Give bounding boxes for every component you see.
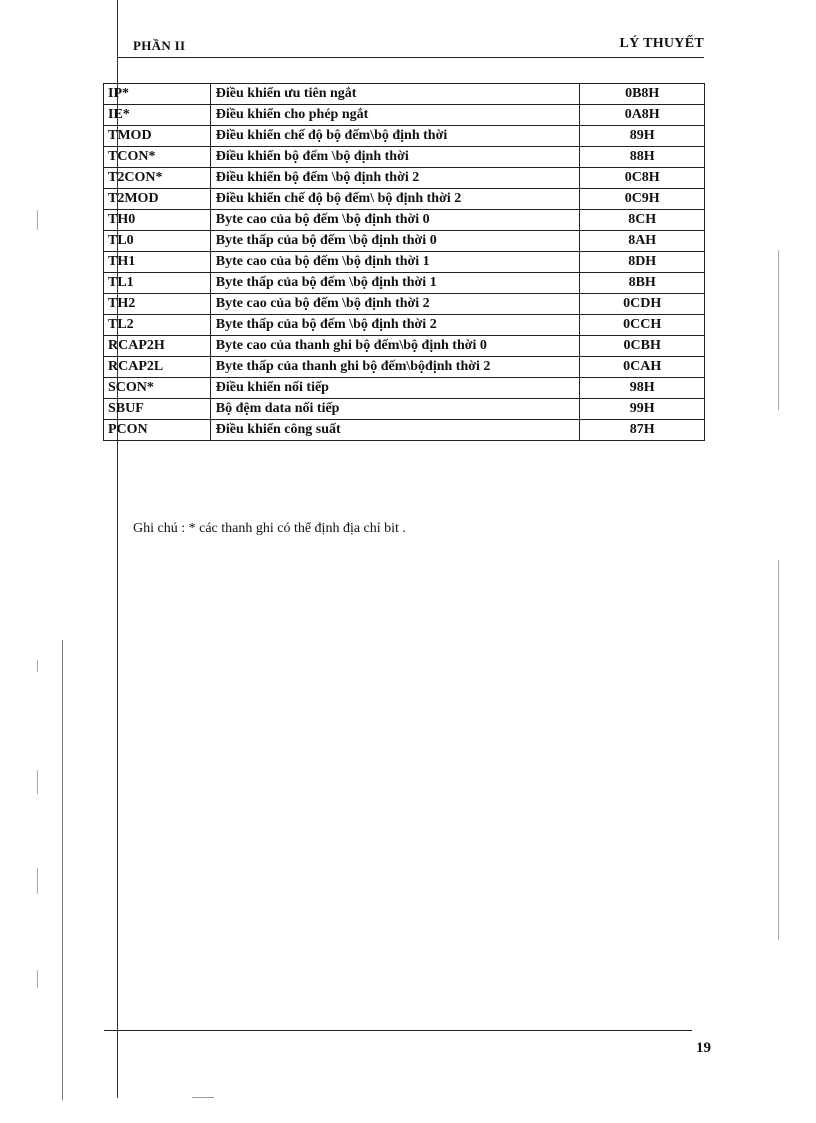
register-address: 8BH bbox=[580, 273, 705, 294]
register-description: Byte thấp của thanh ghi bộ đếm\bộđịnh thời 2 bbox=[210, 357, 580, 378]
scan-mark bbox=[778, 560, 779, 940]
register-description: Byte cao của bộ đếm \bộ định thời 0 bbox=[210, 210, 580, 231]
chapter-title: LÝ THUYẾT bbox=[619, 36, 704, 51]
table-row bbox=[104, 84, 705, 105]
scan-mark bbox=[37, 970, 38, 988]
table-row bbox=[104, 336, 705, 357]
register-name: SBUF bbox=[104, 399, 211, 420]
register-name: SCON* bbox=[104, 378, 211, 399]
register-description: Điều khiển chế độ bộ đếm\ bộ định thời 2 bbox=[210, 189, 580, 210]
register-address: 0A8H bbox=[580, 105, 705, 126]
register-description: Điều khiển công suất bbox=[210, 420, 580, 441]
scan-edge-line bbox=[62, 640, 63, 1100]
register-description: Bộ đệm data nối tiếp bbox=[210, 399, 580, 420]
register-address: 99H bbox=[580, 399, 705, 420]
register-address: 0CAH bbox=[580, 357, 705, 378]
register-description: Byte thấp của bộ đếm \bộ định thời 1 bbox=[210, 273, 580, 294]
scan-mark bbox=[778, 250, 779, 410]
register-name: T2MOD bbox=[104, 189, 211, 210]
register-address: 0CBH bbox=[580, 336, 705, 357]
register-name: TL1 bbox=[104, 273, 211, 294]
table-row bbox=[104, 189, 705, 210]
table-row bbox=[104, 420, 705, 441]
table-row bbox=[104, 147, 705, 168]
table-row bbox=[104, 357, 705, 378]
table-row bbox=[104, 231, 705, 252]
footnote: Ghi chú : * các thanh ghi có thể định địa chỉ bit . bbox=[133, 521, 406, 536]
register-name: PCON bbox=[104, 420, 211, 441]
table-row bbox=[104, 252, 705, 273]
register-address: 0C9H bbox=[580, 189, 705, 210]
scan-mark bbox=[37, 210, 38, 230]
register-address: 89H bbox=[580, 126, 705, 147]
table-row bbox=[104, 294, 705, 315]
register-name: IE* bbox=[104, 105, 211, 126]
register-name: T2CON* bbox=[104, 168, 211, 189]
register-name: TMOD bbox=[104, 126, 211, 147]
register-name: TL0 bbox=[104, 231, 211, 252]
register-description: Byte thấp của bộ đếm \bộ định thời 2 bbox=[210, 315, 580, 336]
table-row bbox=[104, 399, 705, 420]
table-row bbox=[104, 126, 705, 147]
section-label: PHẦN II bbox=[133, 38, 186, 53]
footer-divider bbox=[104, 1030, 692, 1031]
header-divider bbox=[118, 57, 704, 58]
register-description: Điều khiển nối tiếp bbox=[210, 378, 580, 399]
register-table bbox=[103, 83, 705, 441]
register-description: Điều khiển bộ đếm \bộ định thời 2 bbox=[210, 168, 580, 189]
table-row bbox=[104, 378, 705, 399]
table-row bbox=[104, 168, 705, 189]
register-name: RCAP2L bbox=[104, 357, 211, 378]
scan-mark bbox=[37, 660, 38, 672]
page-number: 19 bbox=[696, 1040, 711, 1056]
register-address: 0CDH bbox=[580, 294, 705, 315]
register-address: 8AH bbox=[580, 231, 705, 252]
register-address: 0C8H bbox=[580, 168, 705, 189]
register-name: TH2 bbox=[104, 294, 211, 315]
register-address: 88H bbox=[580, 147, 705, 168]
register-name: TH0 bbox=[104, 210, 211, 231]
register-description: Điều khiển chế độ bộ đếm\bộ định thời bbox=[210, 126, 580, 147]
register-address: 0B8H bbox=[580, 84, 705, 105]
register-address: 87H bbox=[580, 420, 705, 441]
table-row bbox=[104, 210, 705, 231]
scan-mark bbox=[192, 1097, 214, 1098]
register-description: Byte cao của thanh ghi bộ đếm\bộ định thời 0 bbox=[210, 336, 580, 357]
register-description: Byte thấp của bộ đếm \bộ định thời 0 bbox=[210, 231, 580, 252]
register-description: Byte cao của bộ đếm \bộ định thời 1 bbox=[210, 252, 580, 273]
register-address: 98H bbox=[580, 378, 705, 399]
register-name: IP* bbox=[104, 84, 211, 105]
table-row bbox=[104, 273, 705, 294]
register-description: Điều khiển bộ đếm \bộ định thời bbox=[210, 147, 580, 168]
register-address: 0CCH bbox=[580, 315, 705, 336]
register-description: Byte cao của bộ đếm \bộ định thời 2 bbox=[210, 294, 580, 315]
register-name: TL2 bbox=[104, 315, 211, 336]
register-name: RCAP2H bbox=[104, 336, 211, 357]
register-name: TH1 bbox=[104, 252, 211, 273]
register-description: Điều khiển ưu tiên ngắt bbox=[210, 84, 580, 105]
table-row bbox=[104, 315, 705, 336]
table-row bbox=[104, 105, 705, 126]
scan-mark bbox=[37, 868, 38, 894]
register-address: 8DH bbox=[580, 252, 705, 273]
register-address: 8CH bbox=[580, 210, 705, 231]
scan-mark bbox=[37, 770, 38, 794]
register-name: TCON* bbox=[104, 147, 211, 168]
register-description: Điều khiển cho phép ngắt bbox=[210, 105, 580, 126]
